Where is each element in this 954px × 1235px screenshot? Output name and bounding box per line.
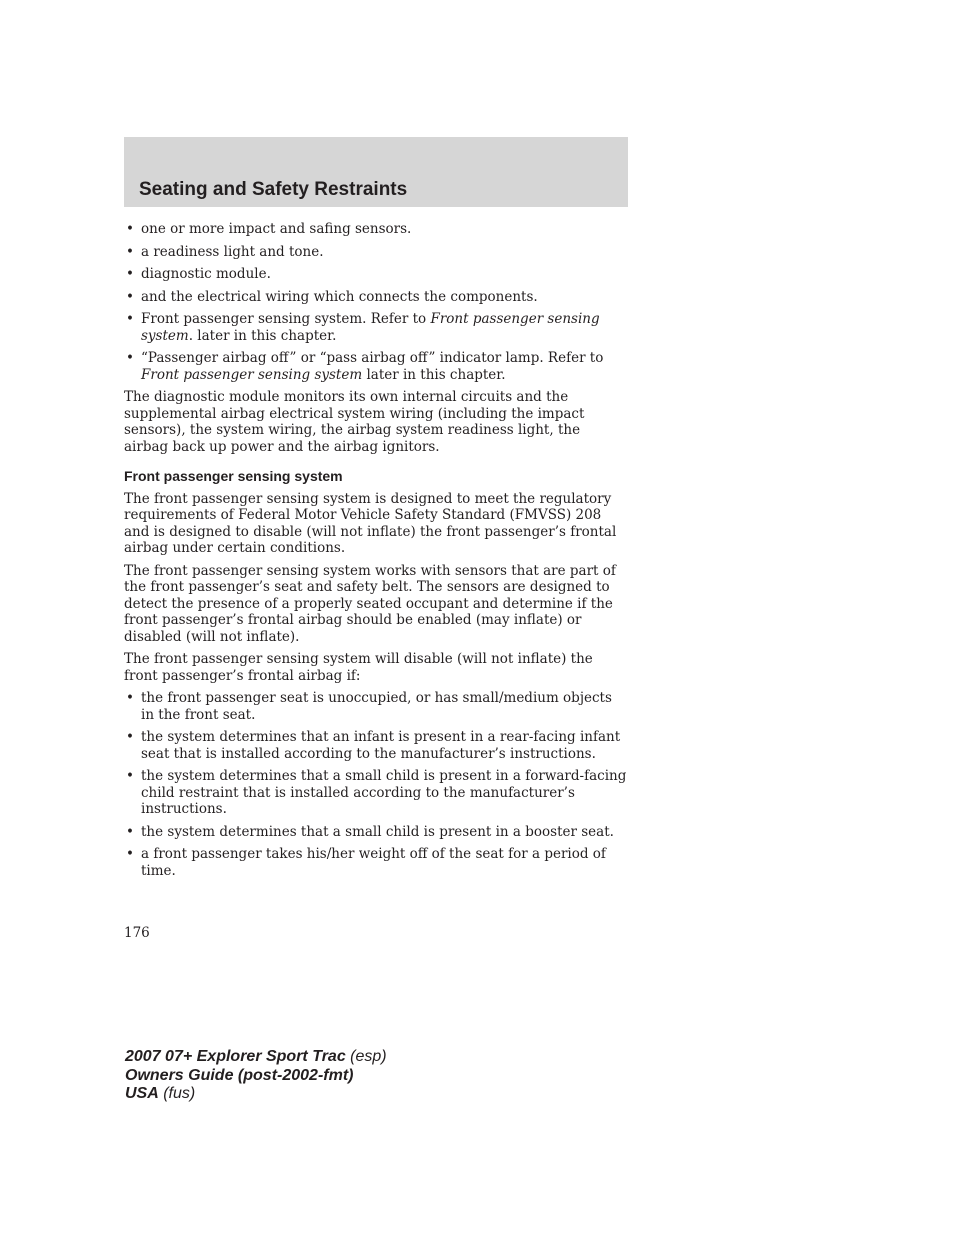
list-item: • one or more impact and safing sensors.	[126, 221, 412, 237]
component-list	[124, 221, 628, 383]
list-item: • a front passenger takes his/her weight off of the seat for a period of time.	[126, 846, 606, 879]
bullet-icon: •	[126, 243, 134, 260]
footer-line: 2007 07+ Explorer Sport Trac (esp)	[125, 1048, 387, 1065]
footer-line: USA (fus)	[125, 1085, 196, 1102]
cross-reference: Front passenger sensing system	[141, 366, 363, 383]
list-item: • a readiness light and tone.	[126, 243, 324, 260]
bullet-icon: •	[126, 350, 134, 367]
bullet-icon: •	[126, 768, 134, 785]
section-header-band	[124, 137, 628, 207]
section-title: Seating and Safety Restraints	[139, 179, 408, 200]
body-paragraph: The front passenger sensing system is designed to meet the regulatory requirements of Federal Motor Vehicle Safety Standard (FMVSS) 208 and is designed to disable (will not inflate) the front passenger’s frontal airbag under certain conditions.	[124, 491, 617, 557]
list-item: • the system determines that an infant is present in a rear-facing infant seat that is installed according to the manufacturer’s instructions.	[126, 729, 621, 762]
page-content	[124, 221, 628, 885]
list-item: • Front passenger sensing system. Refer to Front passenger sensing system. later in this chapter.	[126, 311, 600, 344]
list-item: • and the electrical wiring which connects the components.	[126, 288, 538, 305]
body-paragraph: The diagnostic module monitors its own internal circuits and the supplemental airbag electrical system wiring (including the impact sensors), the system wiring, the airbag system readiness light, the airbag back up power and the airbag ignitors.	[124, 389, 585, 455]
bullet-icon: •	[126, 266, 134, 283]
list-item: • diagnostic module.	[126, 266, 271, 283]
page-number: 176	[124, 925, 150, 941]
body-paragraph: The front passenger sensing system will disable (will not inflate) the front passenger’s frontal airbag if:	[124, 651, 593, 684]
cross-reference: Front passenger sensing system	[141, 311, 600, 344]
document-footer	[125, 1048, 387, 1104]
bullet-icon: •	[126, 823, 134, 840]
list-item: • the system determines that a small child is present in a booster seat.	[126, 823, 614, 840]
bullet-icon: •	[126, 690, 134, 707]
bullet-icon: •	[126, 288, 134, 305]
bullet-icon: •	[126, 846, 134, 863]
list-item: • “Passenger airbag off” or “pass airbag off” indicator lamp. Refer to Front passenger sensing system later in this chapter.	[126, 350, 604, 383]
bullet-icon: •	[126, 221, 134, 237]
subheading: Front passenger sensing system	[124, 468, 343, 484]
bullet-icon: •	[126, 311, 134, 328]
bullet-icon: •	[126, 729, 134, 746]
list-item: • the front passenger seat is unoccupied, or has small/medium objects in the front seat.	[126, 690, 612, 723]
footer-line: Owners Guide (post-2002-fmt)	[125, 1066, 354, 1084]
list-item: • the system determines that a small child is present in a forward-facing child restraint that is installed according to the manufacturer’s instructions.	[126, 768, 627, 818]
disable-conditions-list	[124, 690, 628, 879]
body-paragraph: The front passenger sensing system works with sensors that are part of the front passenger’s seat and safety belt. The sensors are designed to detect the presence of a properly seated occupant and determine if the front passenger’s frontal airbag should be enabled (may inflate) or disabled (will not inflate).	[124, 562, 616, 645]
